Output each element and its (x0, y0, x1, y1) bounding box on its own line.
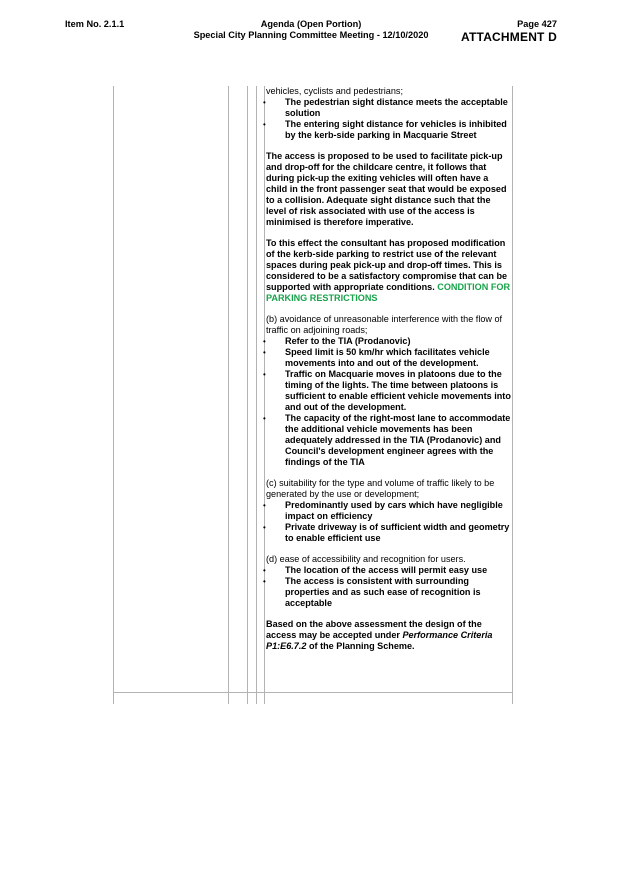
bullet-icon: • (263, 348, 266, 357)
table-row-divider (113, 692, 513, 693)
table-column-divider-3 (256, 86, 257, 704)
list-item-text: The access is consistent with surrounding properties and as such ease of recognition is acceptable (285, 576, 481, 608)
condition-label: CONDITION FOR PARKING RESTRICTIONS (266, 282, 511, 303)
bullet-icon: • (263, 414, 266, 423)
item-number: Item No. 2.1.1 (65, 19, 125, 29)
list-item (263, 565, 512, 576)
intro-bullet-list (263, 97, 512, 141)
bullet-icon: • (263, 120, 266, 129)
intro-text: vehicles, cyclists and pedestrians; (266, 86, 403, 96)
list-item (263, 369, 512, 413)
conclusion-paragraph (266, 619, 512, 652)
list-item-text: The pedestrian sight distance meets the acceptable solution (285, 97, 508, 118)
section-b-heading: (b) avoidance of unreasonable interference with the flow of traffic on adjoining roads; (266, 314, 503, 335)
list-item (263, 119, 512, 141)
list-item-text: The capacity of the right-most lane to accommodate the additional vehicle movements has been adequately addressed in the TIA (Prodanovic) and Council's development engineer agrees with the findings of the TIA (285, 413, 511, 467)
list-item (263, 347, 512, 369)
bullet-icon: • (263, 577, 266, 586)
list-item (263, 500, 512, 522)
access-paragraph: The access is proposed to be used to facilitate pick-up and drop-off for the childcare centre, it follows that during pick-up the exiting vehicles will often have a child in the front passenger seat that would be exposed to a collision. Adequate sight distance such that the level of risk associated with use of the access is minimised is therefore imperative. (266, 151, 507, 227)
bullet-icon: • (263, 501, 266, 510)
table-border-right (512, 86, 513, 704)
consultant-text: To this effect the consultant has proposed modification of the kerb-side parking to restrict use of the relevant spaces during peak pick-up and drop-off times. This is considered to be a satisfactory compromise that can be supported with appropriate conditions. (266, 238, 508, 292)
table-column-divider-4 (264, 86, 265, 704)
bullet-icon: • (263, 566, 266, 575)
list-item (263, 336, 512, 347)
section-d-heading: (d) ease of accessibility and recognition for users. (266, 554, 466, 564)
section-c-heading: (c) suitability for the type and volume of traffic likely to be generated by the use or development; (266, 478, 495, 499)
section-b-bullet-list (263, 336, 512, 468)
list-item-text: Speed limit is 50 km/hr which facilitates vehicle movements into and out of the development. (285, 347, 490, 368)
conclusion-suffix: of the Planning Scheme. (306, 641, 415, 651)
list-item (263, 522, 512, 544)
bullet-icon: • (263, 523, 266, 532)
page-header-right (461, 19, 557, 44)
table-column-divider-1 (228, 86, 229, 704)
agenda-title: Agenda (Open Portion) (260, 19, 362, 29)
bullet-icon: • (263, 337, 266, 346)
table-column-divider-2 (247, 86, 248, 704)
list-item (263, 97, 512, 119)
table-border-left (113, 86, 114, 704)
performance-criteria: Performance Criteria P1:E6.7.2 (266, 630, 493, 651)
bullet-icon: • (263, 370, 266, 379)
list-item-text: The location of the access will permit easy use (285, 565, 488, 575)
conclusion-prefix: Based on the above assessment the design of the access may be accepted under (266, 619, 482, 640)
list-item-text: Predominantly used by cars which have negligible impact on efficiency (285, 500, 503, 521)
consultant-paragraph (266, 238, 512, 304)
meeting-title: Special City Planning Committee Meeting - 12/10/2020 (193, 30, 429, 40)
section-c-bullet-list (263, 500, 512, 544)
list-item (263, 413, 512, 468)
page-number: Page 427 (517, 19, 557, 29)
list-item-text: Refer to the TIA (Prodanovic) (285, 336, 411, 346)
list-item-text: The entering sight distance for vehicles is inhibited by the kerb-side parking in Macquarie Street (285, 119, 507, 140)
bullet-icon: • (263, 98, 266, 107)
section-d-bullet-list (263, 565, 512, 609)
list-item-text: Traffic on Macquarie moves in platoons due to the timing of the lights. The time between platoons is sufficient to enable efficient vehicle movements into and out of the development. (285, 369, 511, 412)
list-item (263, 576, 512, 609)
list-item-text: Private driveway is of sufficient width and geometry to enable efficient use (285, 522, 510, 543)
assessment-cell (263, 86, 512, 662)
attachment-label: ATTACHMENT D (461, 30, 557, 44)
